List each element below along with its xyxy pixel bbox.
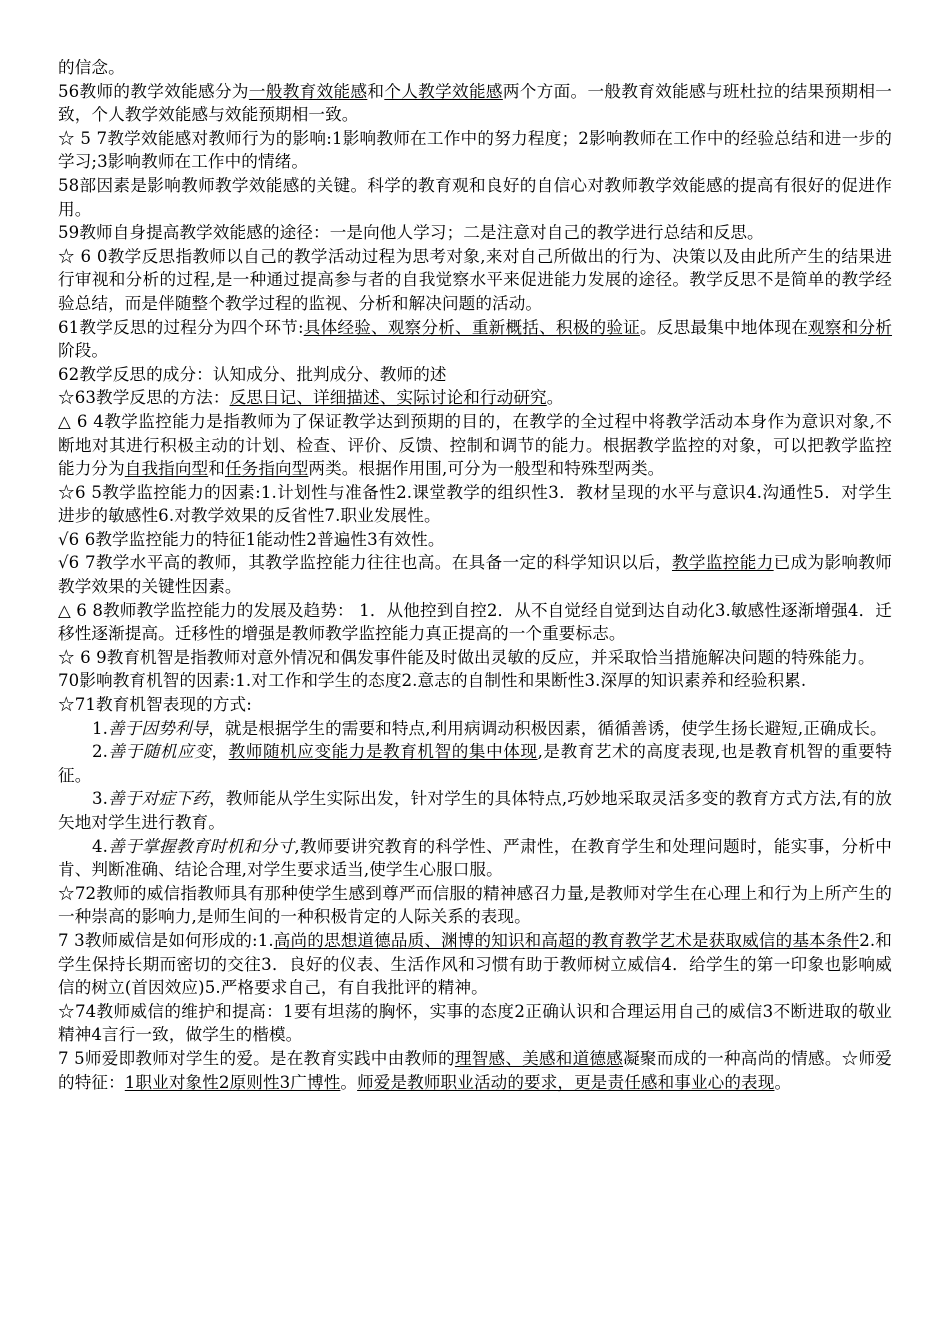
list-item-71-3 [58,787,892,834]
text-span: √6 7教学水平高的教师，其教学监控能力往往也高。在具备一定的科学知识以后， [58,553,672,573]
list-item-71-2 [58,740,892,787]
text-span: ☆63教学反思的方法： [58,388,230,408]
text-span: ☆72教师的威信指教师具有那种使学生感到尊严而信服的精神感召力量,是教师对学生在心理上和行为上所产生的一种崇高的影响力,是师生间的一种积极肯定的人际关系的表现。 [58,883,892,927]
text-span: 凝聚而成的一种高尚的情感。☆师爱的特征： [58,1048,892,1092]
text-span: 2.和学生保持长期而密切的交往3．良好的仪表、生活作风和习惯有助于教师树立威信4．给学生的第一印象也影响威信的树立(首因效应)5.严格要求自己，有自我批评的精神。 [58,930,892,998]
underlined-term: 个人教学效能感 [384,81,503,101]
paragraph-75 [58,1047,892,1094]
paragraph-64 [58,410,892,481]
text-span: 和 [367,81,385,101]
paragraph-58 [58,174,892,221]
paragraph-62 [58,363,892,387]
underlined-term: 高尚的思想道德品质、渊博的知识和高超的教育教学艺术是获取威信的基本条件 [273,930,860,950]
text-span: 已成为影响教师教学效果的关键性因素。 [58,553,892,597]
paragraph-74 [58,1000,892,1047]
text-span: 59教师自身提高教学效能感的途径：一是向他人学习；二是注意对自己的教学进行总结和反思。 [58,223,764,243]
text-span: √6 6教学监控能力的特征1能动性2普遍性3有效性。 [58,529,445,549]
text-span: 。反思最集中地体现在 [639,317,809,337]
text-span: 7 5师爱即教师对学生的爱。是在教育实践中由教师的 [58,1048,455,1068]
text-span: ， [211,742,229,762]
underlined-term: 教学监控能力 [671,553,774,573]
text-span: 。 [340,1072,358,1092]
underlined-term: 自我指向型 [124,459,209,479]
list-item-71-4 [58,835,892,882]
text-span: 两个方面。一般教育效能感与班杜拉的结果预期相一致，个人教学效能感与效能预期相一致。 [58,81,892,125]
paragraph-67 [58,551,892,598]
text-span: 。 [774,1072,792,1092]
italic-term: 善于对症下药 [108,789,209,809]
paragraph-68 [58,599,892,646]
underlined-term: 理智感、美感和道德感 [454,1048,624,1068]
text-span: ☆71教育机智表现的方式: [58,695,252,715]
text-span: 70影响教育机智的因素:1.对工作和学生的态度2.意志的自制性和果断性3.深厚的知识素养和经验积累. [58,671,807,691]
text-span: 61教学反思的过程分为四个环节: [58,317,304,337]
text-span: 阶段。 [58,341,109,361]
paragraph-belief-end [58,56,892,80]
underlined-term: 任务指向型 [224,459,309,479]
text-span: 62教学反思的成分：认知成分、批判成分、教师的述 [58,364,447,384]
paragraph-66 [58,528,892,552]
italic-term: 善于因势利导 [108,718,209,738]
text-span: ☆ 5 7教学效能感对教师行为的影响:1影响教师在工作中的努力程度；2影响教师在工作中的经验总结和进一步的学习;3影响教师在工作中的情绪。 [58,128,892,172]
paragraph-59 [58,221,892,245]
text-span: ☆ 6 0教学反思指教师以自己的教学活动过程为思考对象,来对自己所做出的行为、决策以及由此所产生的结果进行审视和分析的过程,是一种通过提高参与者的自我觉察水平来促进能力发展的途径。教学反思不是简单的教学经验总结，而是伴随整个教学过程的监视、分析和解决问题的活动。 [58,246,892,313]
paragraph-56 [58,80,892,127]
text-span: 58部因素是影响教师教学效能感的关键。科学的教育观和良好的自信心对教师教学效能感的提高有很好的促进作用。 [58,175,892,219]
italic-term: 善于掌握教育时机和分寸 [108,836,295,856]
paragraph-69 [58,646,892,670]
text-span: 和 [208,459,225,479]
list-item-71-1 [58,717,892,741]
paragraph-57 [58,127,892,174]
paragraph-73 [58,929,892,1000]
underlined-term: 师爱是教师职业活动的要求，更是责任感和事业心的表现 [357,1072,775,1092]
text-span: 4. [92,836,109,856]
text-span: ☆ 6 9教育机智是指教师对意外情况和偶发事件能及时做出灵敏的反应，并采取恰当措施解决问题的特殊能力。 [58,647,875,667]
text-span: 3. [92,789,109,809]
italic-term: 善于随机应变 [108,742,212,762]
text-span: 2. [92,742,109,762]
paragraph-63 [58,386,892,410]
text-span: △ 6 8教师教学监控能力的发展及趋势： 1．从他控到自控2．从不自觉经自觉到达自动化3.敏感性逐渐增强4．迁移性逐渐提高。迁移性的增强是教师教学监控能力真正提高的一个重要标志。 [58,600,892,644]
text-span: 两类。根据作用围,可分为一般型和特殊型两类。 [308,459,665,479]
text-span: ,是教育艺术的高度表现,也是教育机智的重要特征。 [58,742,892,785]
text-span: ,教师要讲究教育的科学性、严肃性，在教育学生和处理问题时，能实事，分析中肯、判断准确、结论合理,对学生要求适当,使学生心服口服。 [58,836,892,880]
paragraph-70 [58,669,892,693]
text-span: ，就是根据学生的需要和特点,利用病调动积极因素，循循善诱，使学生扬长避短,正确成长。 [208,718,887,738]
text-span: 7 3教师威信是如何形成的:1. [58,930,274,950]
text-span: ，教师能从学生实际出发，针对学生的具体特点,巧妙地采取灵活多变的教育方式方法,有的放矢地对学生进行教育。 [58,789,892,832]
underlined-term: 教师随机应变能力是教育机智的集中体现 [228,742,538,762]
paragraph-60 [58,245,892,316]
underlined-term: 1职业对象性2原则性3广博性 [124,1072,341,1092]
paragraph-61 [58,316,892,363]
underlined-term: 具体经验、观察分析、重新概括、积极的验证 [303,317,640,337]
text-span: ☆74教师威信的维护和提高：1要有坦荡的胸怀，实事的态度2正确认识和合理运用自己的威信3不断进取的敬业精神4言行一致，做学生的楷模。 [58,1001,892,1045]
text-span: 。 [546,388,564,408]
text-span: 1. [92,718,109,738]
text-span: ☆6 5教学监控能力的因素:1.计划性与准备性2.课堂教学的组织性3．教材呈现的水平与意识4.沟通性5．对学生进步的敏感性6.对教学效果的反省性7.职业发展性。 [58,482,892,526]
underlined-term: 反思日记、详细描述、实际讨论和行动研究 [229,388,547,408]
paragraph-71 [58,693,892,717]
underlined-term: 一般教育效能感 [248,81,368,101]
underlined-term: 观察和分析 [808,317,893,337]
text-span: 56教师的教学效能感分为 [58,81,249,101]
paragraph-72 [58,882,892,929]
text-span: △ 6 4教学监控能力是指教师为了保证教学达到预期的目的，在教学的全过程中将教学活动本身作为意识对象,不断地对其进行积极主动的计划、检查、评价、反馈、控制和调节的能力。根据教学监控的对象，可以把教学监控能力分为 [58,411,892,479]
paragraph-65 [58,481,892,528]
text-span: 的信念。 [58,58,125,77]
